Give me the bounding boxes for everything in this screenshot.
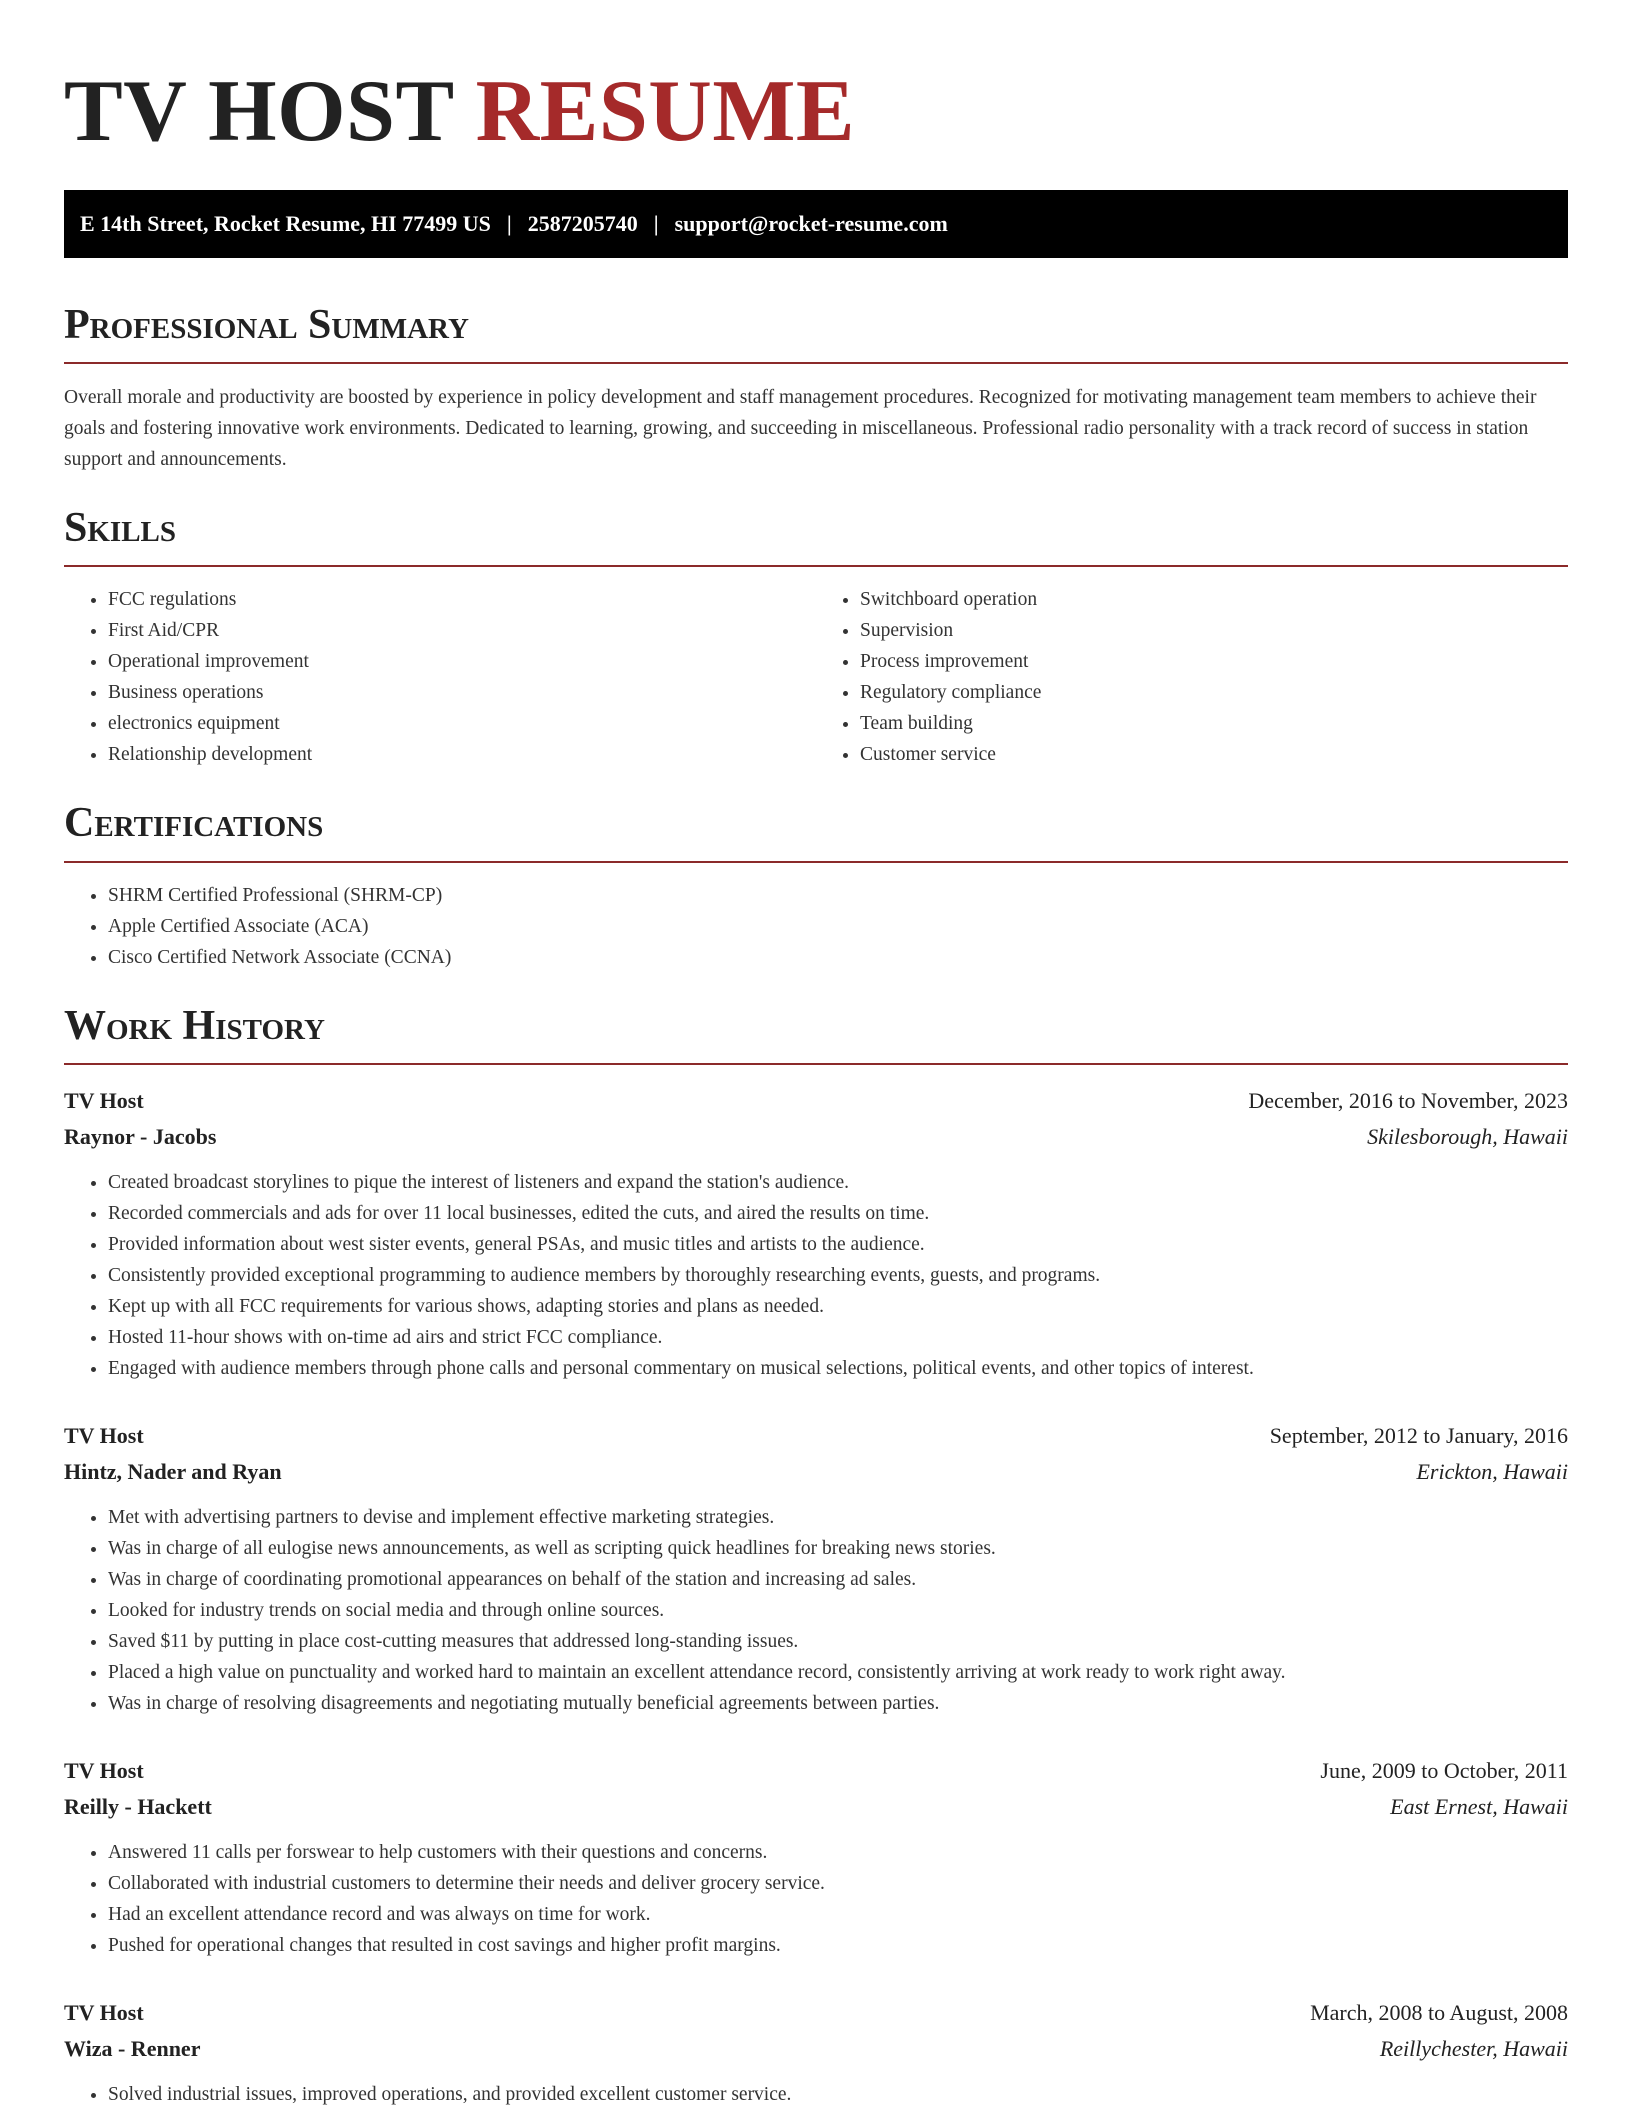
work-history-header <box>64 1003 1568 1065</box>
skills-column-right <box>816 584 1568 770</box>
skill-item: • Regulatory compliance <box>860 677 1568 708</box>
job-duty: • Placed a high value on punctuality and worked hard to maintain an excellent attendance record, consistently arriving at work ready to work right away. <box>108 1657 1568 1688</box>
skills-section <box>64 505 1568 770</box>
job-company-row <box>64 1454 1568 1490</box>
contact-separator: | <box>506 211 512 236</box>
certification-item: • SHRM Certified Professional (SHRM-CP) <box>108 880 1568 911</box>
job-duty: • Met with advertising partners to devise and implement effective marketing strategies. <box>108 1502 1568 1533</box>
job-company: Hintz, Nader and Ryan <box>64 1458 282 1484</box>
job-duty: • Recorded commercials and ads for over 11 local businesses, edited the cuts, and aired the results on time. <box>108 1198 1568 1229</box>
job-location: Erickton, Hawaii <box>1416 1458 1568 1484</box>
job-duties-list <box>64 1837 1568 1961</box>
skills-list-left <box>64 584 816 770</box>
certifications-heading: Certifications <box>64 800 324 847</box>
summary-heading: Professional Summary <box>64 302 469 348</box>
job-dates: December, 2016 to November, 2023 <box>1248 1087 1568 1113</box>
skill-item: • First Aid/CPR <box>108 615 816 646</box>
job-duties-list <box>64 1502 1568 1719</box>
job-company-row <box>64 2031 1568 2067</box>
certifications-list <box>64 880 1568 973</box>
job-company: Reilly - Hackett <box>64 1793 212 1819</box>
job-duty: • Engaged with audience members through phone calls and personal commentary on musical selections, political events, and other topics of interest. <box>108 1353 1568 1384</box>
job-duty: • Created broadcast storylines to pique the interest of listeners and expand the station's audience. <box>108 1167 1568 1198</box>
skills-grid <box>64 584 1568 770</box>
skills-header <box>64 505 1568 567</box>
job-duty: • Hosted 11-hour shows with on-time ad airs and strict FCC compliance. <box>108 1322 1568 1353</box>
job-location: East Ernest, Hawaii <box>1390 1793 1568 1819</box>
skill-item: • Supervision <box>860 615 1568 646</box>
work-history-heading: Work History <box>64 1002 325 1049</box>
skills-heading: Skills <box>64 505 177 552</box>
skill-item: • Operational improvement <box>108 646 816 677</box>
job-title-row <box>64 1995 1568 2031</box>
job-entry <box>64 1418 1568 1719</box>
contact-phone: 2587205740 <box>527 211 638 236</box>
job-company-row <box>64 1789 1568 1825</box>
skill-item: • Customer service <box>860 739 1568 770</box>
skill-item: • Relationship development <box>108 739 816 770</box>
job-duty: • Looked for industry trends on social media and through online sources. <box>108 1595 1568 1626</box>
contact-separator: | <box>653 211 659 236</box>
contact-address: E 14th Street, Rocket Resume, HI 77499 US <box>80 211 491 236</box>
summary-section <box>64 302 1568 475</box>
job-duties-list <box>64 2079 1568 2110</box>
summary-text: Overall morale and productivity are boosted by experience in policy development and staff management procedures. Recognized for motivating management team members to achieve their goals and fostering innovative work environments. Dedicated to learning, growing, and succeeding in miscellaneous. Professional radio personality with a track record of success in station support and announcements. <box>64 387 1537 471</box>
job-entry <box>64 1753 1568 1961</box>
skill-item: • FCC regulations <box>108 584 816 615</box>
job-title-row <box>64 1418 1568 1454</box>
title-accent: RESUME <box>475 63 856 160</box>
job-location: Reillychester, Hawaii <box>1379 2035 1568 2061</box>
summary-header <box>64 302 1568 364</box>
certifications-section <box>64 800 1568 972</box>
job-duty: • Answered 11 calls per forswear to help customers with their questions and concerns. <box>108 1837 1568 1868</box>
contact-email: support@rocket-resume.com <box>674 211 948 236</box>
job-dates: September, 2012 to January, 2016 <box>1269 1422 1568 1448</box>
job-duty: • Was in charge of all eulogise news announcements, as well as scripting quick headlines for breaking news stories. <box>108 1533 1568 1564</box>
job-company: Wiza - Renner <box>64 2035 201 2061</box>
skill-item: • Business operations <box>108 677 816 708</box>
skill-item: • Switchboard operation <box>860 584 1568 615</box>
resume-title <box>64 56 1568 160</box>
job-duty: • Consistently provided exceptional programming to audience members by thoroughly researching events, guests, and programs. <box>108 1260 1568 1291</box>
job-title-row <box>64 1083 1568 1119</box>
job-duties-list <box>64 1167 1568 1384</box>
certifications-header <box>64 800 1568 862</box>
job-duty: • Provided information about west sister events, general PSAs, and music titles and artists to the audience. <box>108 1229 1568 1260</box>
job-duty: • Collaborated with industrial customers to determine their needs and deliver grocery service. <box>108 1868 1568 1899</box>
job-duty: • Had an excellent attendance record and was always on time for work. <box>108 1899 1568 1930</box>
skill-item: • Team building <box>860 708 1568 739</box>
skill-item: • electronics equipment <box>108 708 816 739</box>
skills-list-right <box>816 584 1568 770</box>
job-location: Skilesborough, Hawaii <box>1367 1123 1568 1149</box>
job-entry <box>64 1995 1568 2110</box>
job-title-row <box>64 1753 1568 1789</box>
job-dates: March, 2008 to August, 2008 <box>1310 1999 1568 2025</box>
work-history-section <box>64 1003 1568 2110</box>
job-title: TV Host <box>64 1422 144 1448</box>
job-entry <box>64 1083 1568 1384</box>
job-duty: • Was in charge of resolving disagreements and negotiating mutually beneficial agreements between parties. <box>108 1688 1568 1719</box>
job-title: TV Host <box>64 1999 144 2025</box>
certification-item: • Apple Certified Associate (ACA) <box>108 911 1568 942</box>
job-company-row <box>64 1119 1568 1155</box>
skills-column-left <box>64 584 816 770</box>
job-dates: June, 2009 to October, 2011 <box>1320 1757 1568 1783</box>
job-title: TV Host <box>64 1087 144 1113</box>
job-company: Raynor - Jacobs <box>64 1123 217 1149</box>
job-title: TV Host <box>64 1757 144 1783</box>
job-duty: • Kept up with all FCC requirements for various shows, adapting stories and plans as needed. <box>108 1291 1568 1322</box>
certification-item: • Cisco Certified Network Associate (CCNA) <box>108 942 1568 973</box>
job-duty: • Solved industrial issues, improved operations, and provided excellent customer service. <box>108 2079 1568 2110</box>
job-duty: • Saved $11 by putting in place cost-cutting measures that addressed long-standing issues. <box>108 1626 1568 1657</box>
title-main: TV HOST <box>64 63 454 160</box>
skill-item: • Process improvement <box>860 646 1568 677</box>
contact-bar <box>64 190 1568 258</box>
job-duty: • Was in charge of coordinating promotional appearances on behalf of the station and increasing ad sales. <box>108 1564 1568 1595</box>
job-duty: • Pushed for operational changes that resulted in cost savings and higher profit margins. <box>108 1930 1568 1961</box>
